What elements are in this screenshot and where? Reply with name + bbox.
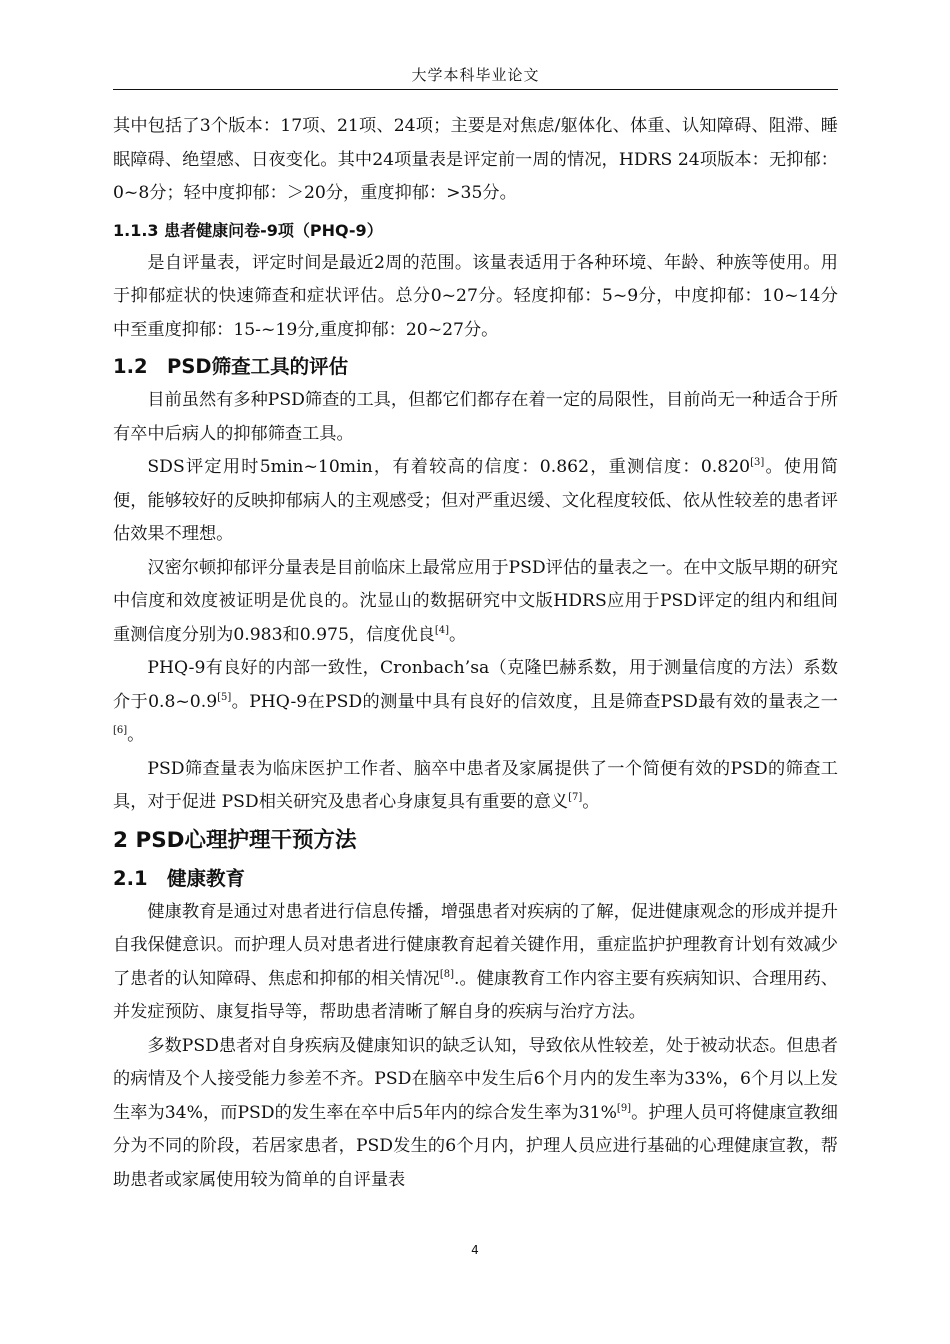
chapter-heading-2: 2 PSD心理护理干预方法: [113, 827, 357, 853]
paragraph-text: 汉密尔顿抑郁评分量表是目前临床上最常应用于PSD评估的量表之一。在中文版早期的研究中信度和效度被证明是优良的。沈显山的数据研究中文版HDRS应用于PSD评定的组内和组间重测信度分别为0.983和0.975，信度优良: [113, 557, 838, 645]
section-heading-2-1: 2.1 健康教育: [113, 866, 246, 890]
paragraph-psd-incidence: [113, 1030, 838, 1198]
paragraph-hdrs: [113, 552, 838, 653]
paragraph-phq9-consistency: [113, 652, 838, 753]
citation-5: [5]: [217, 691, 232, 703]
paragraph-text: 。使用简便，能够较好的反映抑郁病人的主观感受；但对严重迟缓、文化程度较低、依从性较差的患者评估效果不理想。: [113, 457, 838, 544]
section-heading-1-2: 1.2 PSD筛查工具的评估: [113, 355, 349, 378]
citation-8: [8]: [439, 968, 455, 980]
section-heading-1-1-3: 1.1.3 患者健康问卷-9项（PHQ-9）: [113, 220, 383, 240]
paragraph-text: .。健康教育工作内容主要有疾病知识、合理用药、并发症预防、康复指导等，帮助患者清晰了解自身的疾病与治疗方法。: [113, 968, 838, 1022]
page-number: 4: [471, 1243, 479, 1257]
paragraph-text: PHQ-9有良好的内部一致性，Cronbach’sa（克隆巴赫系数，用于测量信度的方法）系数介于0.8~0.9: [113, 658, 838, 712]
paragraph-hdrs-versions: 其中包括了3个版本：17项、21项、24项；主要是对焦虑/躯体化、体重、认知障碍、阻滞、睡眠障碍、绝望感、日夜变化。其中24项量表是评定前一周的情况，HDRS 24项版本：无抑郁：0~8分；轻中度抑郁：＞20分，重度抑郁：>35分。: [113, 116, 838, 203]
header-rule: [113, 89, 838, 90]
citation-4: [4]: [434, 624, 450, 636]
paragraph-text: 。: [449, 624, 467, 645]
paragraph-text: 多数PSD患者对自身疾病及健康知识的缺乏认知，导致依从性较差，处于被动状态。但患者的病情及个人接受能力参差不齐。PSD在脑卒中发生后6个月内的发生率为33%，6个月以上发生率为34%，而PSD的发生率在卒中后5年内的综合发生率为31%: [113, 1035, 838, 1123]
citation-9: [9]: [616, 1102, 632, 1114]
paragraph-sds: [113, 451, 838, 552]
citation-3: [3]: [750, 457, 765, 468]
paragraph-phq9: 是自评量表，评定时间是最近2周的范围。该量表适用于各种环境、年龄、种族等使用。用于抑郁症状的快速筛查和症状评估。总分0~27分。轻度抑郁：5~9分，中度抑郁：10~14分中至重度抑郁：15-~19分,重度抑郁：20~27分。: [113, 252, 838, 340]
running-header: 大学本科毕业论文: [411, 66, 540, 84]
paragraph-health-education: [113, 896, 838, 1030]
paragraph-psd-scale-value: [113, 753, 838, 820]
paragraph-text: 。: [582, 792, 600, 812]
paragraph-text: SDS评定用时5min~10min，有着较高的信度：0.862，重测信度：0.820: [147, 457, 751, 477]
citation-6: [6]: [113, 725, 128, 736]
paragraph-text: PSD筛查量表为临床医护工作者、脑卒中患者及家属提供了一个简便有效的PSD的筛查工具，对于促进 PSD相关研究及患者心身康复具有重要的意义: [113, 758, 838, 812]
paragraph-text: 。PHQ-9在PSD的测量中具有良好的信效度，且是筛查PSD最有效的量表之一: [231, 691, 838, 712]
paragraph-text: 健康教育是通过对患者进行信息传播，增强患者对疾病的了解，促进健康观念的形成并提升自我保健意识。而护理人员对患者进行健康教育起着关键作用，重症监护护理教育计划有效减少了患者的认知障碍、焦虑和抑郁的相关情况: [113, 901, 838, 989]
paragraph-text: 。: [127, 725, 145, 745]
paragraph-text: 。护理人员可将健康宣教细分为不同的阶段，若居家患者，PSD发生的6个月内，护理人员应进行基础的心理健康宣教，帮助患者或家属使用较为简单的自评量表: [113, 1102, 838, 1190]
page-body: [113, 110, 838, 1197]
citation-7: [7]: [568, 792, 583, 803]
paragraph-tool-limits: 目前虽然有多种PSD筛查的工具，但都它们都存在着一定的局限性，目前尚无一种适合于所有卒中后病人的抑郁筛查工具。: [113, 390, 838, 444]
